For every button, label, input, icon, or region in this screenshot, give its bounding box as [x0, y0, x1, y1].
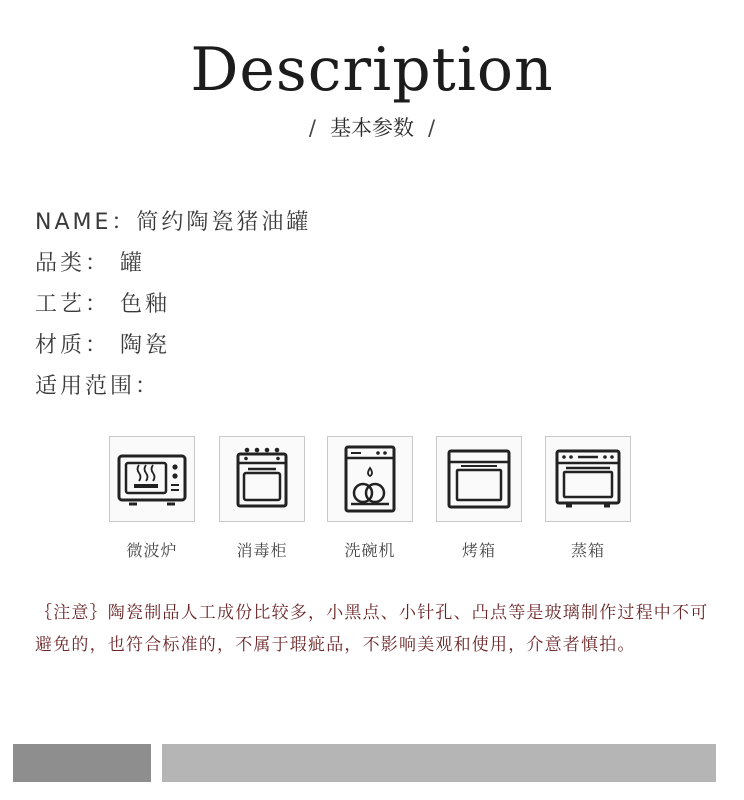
appliance-microwave — [109, 436, 197, 561]
oven-icon — [436, 436, 522, 522]
subtitle-left-slash: / — [308, 116, 316, 140]
param-material: 材质： 陶瓷 — [35, 333, 170, 358]
sterilizer-cabinet-icon — [219, 436, 305, 522]
subtitle-text: 基本参数 — [330, 116, 414, 140]
appliance-dishwasher — [327, 436, 415, 561]
dishwasher-icon — [327, 436, 413, 522]
microwave-icon — [109, 436, 195, 522]
appliance-icons — [0, 436, 744, 576]
param-category: 品类： 罐 — [35, 251, 145, 276]
appliance-sterilizer — [219, 436, 307, 561]
appliance-label: 洗碗机 — [344, 541, 396, 560]
param-name: NAME：简约陶瓷猪油罐 — [35, 210, 312, 235]
param-craft: 工艺： 色釉 — [35, 292, 170, 317]
appliance-oven — [436, 436, 524, 561]
footer-bar-left — [13, 744, 151, 782]
care-note: ｛注意｝陶瓷制品人工成份比较多，小黑点、小针孔、凸点等是玻璃制作过程中不可避免的，也符合标准的，不属于瑕疵品，不影响美观和使用，介意者慎拍。 — [35, 603, 709, 655]
appliance-label: 烤箱 — [461, 541, 496, 560]
appliance-label: 蒸箱 — [570, 541, 605, 560]
page-title: Description — [190, 35, 554, 105]
appliance-label: 微波炉 — [126, 541, 178, 560]
subtitle-right-slash: / — [428, 116, 436, 140]
page-subtitle — [0, 114, 744, 142]
appliance-steam-oven — [545, 436, 633, 561]
parameter-list — [35, 202, 311, 407]
param-usage-scope: 适用范围： — [35, 374, 161, 399]
steam-oven-icon — [545, 436, 631, 522]
appliance-label: 消毒柜 — [236, 541, 288, 560]
footer-bar-right — [162, 744, 716, 782]
